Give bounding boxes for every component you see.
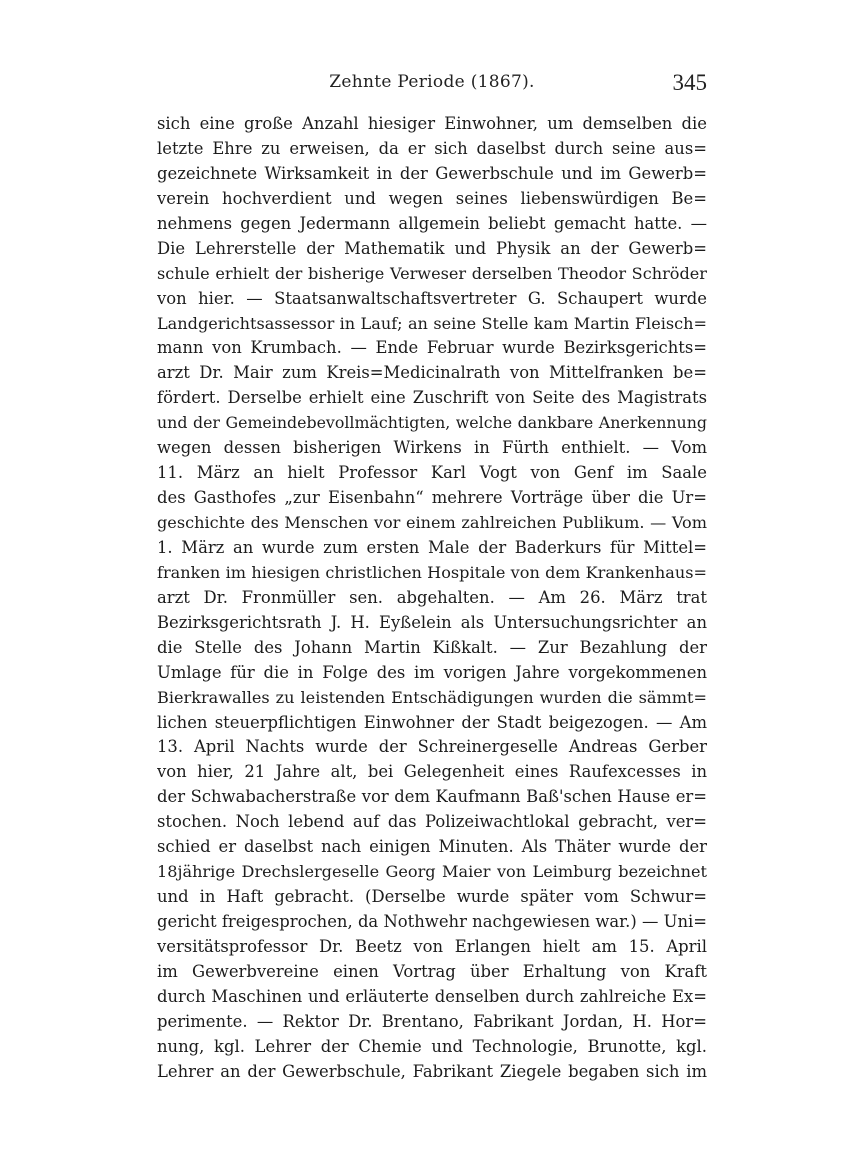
text-line: 1. März an wurde zum ersten Male der Baderkurs für Mittel= [157,537,707,557]
text-line: fördert. Derselbe erhielt eine Zuschrift von Seite des Magistrats [157,388,707,408]
text-line: von hier. — Staatsanwaltschaftsvertreter G. Schaupert wurde [157,288,707,308]
text-line: sich eine große Anzahl hiesiger Einwohner, um demselben die [157,114,707,133]
text-line: gericht freigesprochen, da Nothwehr nachgewiesen war.) — Uni= [157,912,707,931]
text-line: arzt Dr. Fronmüller sen. abgehalten. — Am 26. März trat [157,587,707,607]
text-line: 18jährige Drechslergeselle Georg Maier von Leimburg bezeichnet [157,862,707,882]
text-line: des Gasthofes „zur Eisenbahn“ mehrere Vorträge über die Ur= [157,488,707,508]
body-text [157,112,707,1092]
text-line: mann von Krumbach. — Ende Februar wurde Bezirksgerichts= [157,338,707,358]
text-line: versitätsprofessor Dr. Beetz von Erlangen hielt am 15. April [157,936,707,956]
text-line: Lehrer an der Gewerbschule, Fabrikant Ziegele begaben sich im [157,1061,707,1081]
text-line: schied er daselbst nach einigen Minuten. Als Thäter wurde der [157,837,707,857]
text-line: stochen. Noch lebend auf das Polizeiwachtlokal gebracht, ver= [157,812,707,832]
text-line: durch Maschinen und erläuterte denselben durch zahlreiche Ex= [157,986,707,1006]
text-line: 11. März an hielt Professor Karl Vogt von Genf im Saale [157,463,707,483]
page-number: 345 [672,70,707,95]
text-line: Umlage für die in Folge des im vorigen Jahre vorgekommenen [157,662,707,682]
text-line: gezeichnete Wirksamkeit in der Gewerbschule und im Gewerb= [157,163,707,183]
text-line: verein hochverdient und wegen seines liebenswürdigen Be= [157,188,707,208]
text-line: letzte Ehre zu erweisen, da er sich daselbst durch seine aus= [157,138,707,158]
text-line: nehmens gegen Jedermann allgemein beliebt gemacht hatte. — [157,213,707,233]
text-line: Die Lehrerstelle der Mathematik und Physik an der Gewerb= [157,238,707,258]
text-line: Bierkrawalles zu leistenden Entschädigungen wurden die sämmt= [157,687,707,707]
text-line: franken im hiesigen christlichen Hospitale von dem Krankenhaus= [157,562,707,582]
text-line: wegen dessen bisherigen Wirkens in Fürth enthielt. — Vom [157,438,707,458]
text-line: und in Haft gebracht. (Derselbe wurde später vom Schwur= [157,887,707,907]
text-line: der Schwabacherstraße vor dem Kaufmann Baß'schen Hause er= [157,787,707,807]
text-line: nung, kgl. Lehrer der Chemie und Technologie, Brunotte, kgl. [157,1036,707,1056]
text-line: und der Gemeindebevollmächtigten, welche dankbare Anerkennung [157,413,707,433]
page-header [157,70,707,100]
text-line: Landgerichtsassessor in Lauf; an seine Stelle kam Martin Fleisch= [157,313,707,333]
text-line: im Gewerbvereine einen Vortrag über Erhaltung von Kraft [157,961,707,981]
text-line: von hier, 21 Jahre alt, bei Gelegenheit eines Raufexcesses in [157,762,707,782]
text-line: schule erhielt der bisherige Verweser derselben Theodor Schröder [157,263,707,283]
text-line: perimente. — Rektor Dr. Brentano, Fabrikant Jordan, H. Hor= [157,1011,707,1031]
text-line: 13. April Nachts wurde der Schreinergeselle Andreas Gerber [157,737,707,757]
text-line: lichen steuerpflichtigen Einwohner der Stadt beigezogen. — Am [157,712,707,732]
text-line: arzt Dr. Mair zum Kreis=Medicinalrath von Mittelfranken be= [157,363,707,383]
text-line: geschichte des Menschen vor einem zahlreichen Publikum. — Vom [157,513,707,532]
text-line: die Stelle des Johann Martin Kißkalt. — Zur Bezahlung der [157,637,707,657]
running-title: Zehnte Periode (1867). [329,72,535,92]
text-line: Bezirksgerichtsrath J. H. Eyßelein als Untersuchungsrichter an [157,612,707,632]
